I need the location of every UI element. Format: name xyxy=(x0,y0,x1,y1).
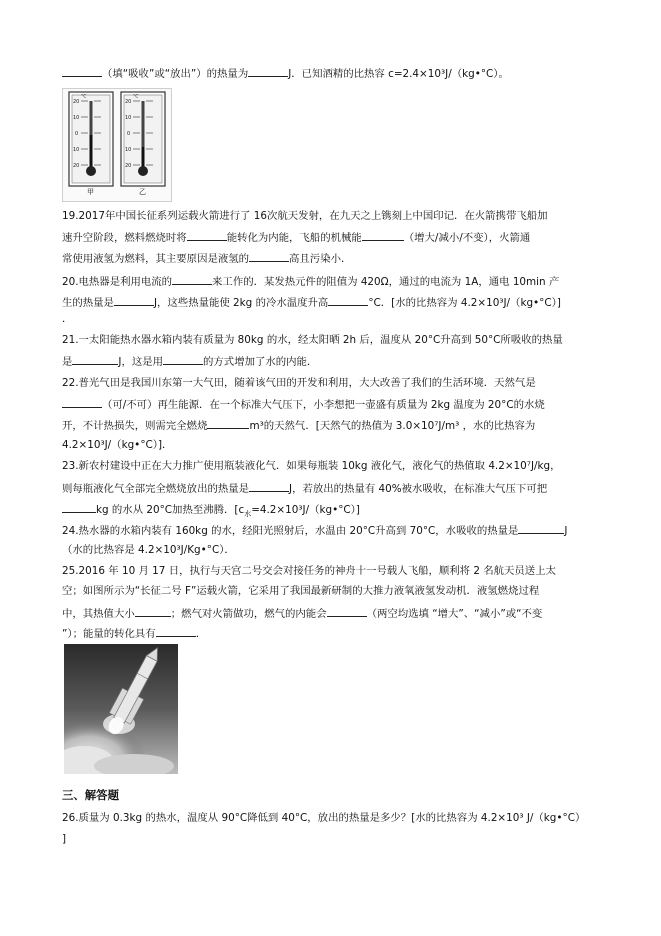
answer-blank xyxy=(249,251,289,262)
thermometer-figure xyxy=(62,88,172,202)
answer-blank xyxy=(114,295,154,306)
answer-blank xyxy=(72,354,118,365)
text: 的方式增加了水的内能． xyxy=(203,356,318,368)
text: =4.2×10³J/（kg•°C）] xyxy=(251,504,360,516)
rocket-launch-photo xyxy=(64,644,178,774)
answer-blank xyxy=(62,502,96,513)
scale-label: 20 xyxy=(125,163,132,169)
text: 则每瓶液化气全部完全燃烧放出的热量是 xyxy=(62,483,250,495)
q24-line-1 xyxy=(62,523,568,538)
thermometer-drawing xyxy=(63,89,171,201)
q22-line-2 xyxy=(62,397,545,412)
text: ”）；能量的转化具有 xyxy=(62,628,156,640)
scale-label: 20 xyxy=(73,163,80,169)
text: 开，不计热损失，则需完全燃烧 xyxy=(62,420,208,432)
answer-blank xyxy=(248,66,288,77)
q26-line-1 xyxy=(62,812,585,825)
text: J xyxy=(564,525,568,537)
text: ] xyxy=(62,833,67,845)
text: 生的热量是 xyxy=(62,297,114,309)
q25-line-4 xyxy=(62,626,199,641)
text: J，这是用 xyxy=(118,356,164,368)
section-heading: 三、解答题 xyxy=(62,788,119,802)
text: m³的天然气．[天然气的热值为 3.0×10⁷J/m³ ，水的比热容为 xyxy=(249,420,536,432)
scale-label: 10 xyxy=(125,147,132,153)
q23-line-2 xyxy=(62,481,547,496)
text: 常使用液氢为燃料，其主要原因是液氢的 xyxy=(62,253,250,265)
q25-line-2 xyxy=(62,585,539,598)
text: （可/不可）再生能源．在一个标准大气压下，小李想把一壶盛有质量为 2kg 温度为 20°C的水烧 xyxy=(102,399,545,411)
answer-blank xyxy=(62,66,102,77)
answer-blank xyxy=(518,523,564,534)
text: 速升空阶段，燃料燃烧时将 xyxy=(62,232,187,244)
q20-line-1 xyxy=(62,274,559,289)
text: 24.热水器的水箱内装有 160kg 的水，经阳光照射后，水温由 20°C升高到 70°C，水吸收的热量是 xyxy=(62,525,519,537)
answer-blank xyxy=(328,295,368,306)
q22-line-1 xyxy=(62,377,536,390)
scale-label: 0 xyxy=(127,131,131,137)
answer-blank xyxy=(62,397,102,408)
q18-tail-line xyxy=(62,66,509,81)
text: 23.新农村建设中正在大力推广使用瓶装液化气．如果每瓶装 10kg 液化气，液化气的热值取 4.2×10⁷J/kg， xyxy=(62,460,561,472)
q25-line-1 xyxy=(62,565,556,578)
answer-blank xyxy=(135,606,171,617)
q23-line-3 xyxy=(62,502,360,521)
answer-blank xyxy=(163,354,203,365)
text: 22.普光气田是我国川东第一大气田，随着该气田的开发和利用，大大改善了我们的生活环境．天然气是 xyxy=(62,377,536,389)
figure-label-jia: 甲 xyxy=(87,188,94,196)
scale-label: 20 xyxy=(73,99,80,105)
q25-line-3 xyxy=(62,606,542,621)
q19-line-2 xyxy=(62,230,530,245)
text: 25.2016 年 10 月 17 日，执行与天宫二号交会对接任务的神舟十一号载人飞船，顺利将 2 名航天员送上太 xyxy=(62,565,556,577)
unit-label: °C xyxy=(81,94,87,100)
text: J，这些热量能使 2kg 的冷水温度升高 xyxy=(153,297,329,309)
text: 空；如图所示为“长征二号 F”运载火箭，它采用了我国最新研制的大推力液氧液氢发动机．液氢燃烧过程 xyxy=(62,585,540,597)
q21-line-1 xyxy=(62,334,563,347)
text: （增大/减小/不变），火箭通 xyxy=(403,232,531,244)
text: . xyxy=(195,628,200,640)
text: 26.质量为 0.3kg 的热水，温度从 90°C降低到 40°C，放出的热量是多少？[水的比热容为 4.2×10³ J/（kg•°C） xyxy=(62,812,586,824)
scale-label: 10 xyxy=(125,115,132,121)
answer-blank xyxy=(187,230,227,241)
text: （填“吸收”或“放出”）的热量为 xyxy=(102,68,249,80)
text: 中，其热值大小 xyxy=(62,608,135,620)
text: ． xyxy=(62,313,73,325)
q22-line-4 xyxy=(62,439,172,452)
text: 20.电热器是利用电流的 xyxy=(62,276,173,288)
q23-line-1 xyxy=(62,460,561,473)
q19-line-3 xyxy=(62,251,351,266)
q22-line-3 xyxy=(62,418,535,433)
text: 19.2017年中国长征系列运载火箭进行了 16次航天发射，在九天之上镌刻上中国印记．在火箭携带飞船加 xyxy=(62,210,548,222)
text: 高且污染小． xyxy=(289,253,352,265)
rocket-drawing xyxy=(64,644,178,774)
answer-blank xyxy=(327,606,367,617)
answer-blank xyxy=(362,230,404,241)
subscript-water: 水 xyxy=(244,510,252,519)
text: J，若放出的热量有 40%被水吸收，在标准大气压下可把 xyxy=(289,483,548,495)
text: 21.一太阳能热水器水箱内装有质量为 80kg 的水，经太阳晒 2h 后，温度从 20°C升高到 50°C所吸收的热量 xyxy=(62,334,563,346)
text: 来工作的．某发热元件的阻值为 420Ω，通过的电流为 1A，通电 10min 产 xyxy=(212,276,560,288)
text: J．已知酒精的比热容 c=2.4×10³J/（kg•°C）。 xyxy=(288,68,509,80)
text: （水的比热容是 4.2×10³J/Kg•°C）． xyxy=(62,544,235,556)
answer-blank xyxy=(207,418,249,429)
text: 4.2×10³J/（kg•°C）]． xyxy=(62,439,173,451)
scale-label: 20 xyxy=(125,99,132,105)
text: 是 xyxy=(62,356,73,368)
q26-line-2 xyxy=(62,833,66,846)
answer-blank xyxy=(249,481,289,492)
q19-line-1 xyxy=(62,210,548,223)
q20-line-3 xyxy=(62,313,72,326)
text: 能转化为内能，飞船的机械能 xyxy=(226,232,362,244)
text: kg 的水从 20°C加热至沸腾．[c xyxy=(96,504,245,516)
q24-line-2 xyxy=(62,544,235,557)
figure-label-yi: 乙 xyxy=(139,188,146,196)
unit-label: °C xyxy=(133,94,139,100)
answer-blank xyxy=(156,626,196,637)
answer-blank xyxy=(172,274,212,285)
text: °C．[水的比热容为 4.2×10³J/（kg•°C）] xyxy=(368,297,561,309)
text: （两空均选填 “增大”、“减小”或“不变 xyxy=(366,608,543,620)
scale-label: 10 xyxy=(73,115,80,121)
scale-label: 0 xyxy=(75,131,79,137)
q20-line-2 xyxy=(62,295,561,310)
text: ；燃气对火箭做功，燃气的内能会 xyxy=(170,608,327,620)
q21-line-2 xyxy=(62,354,317,369)
scale-label: 10 xyxy=(73,147,80,153)
